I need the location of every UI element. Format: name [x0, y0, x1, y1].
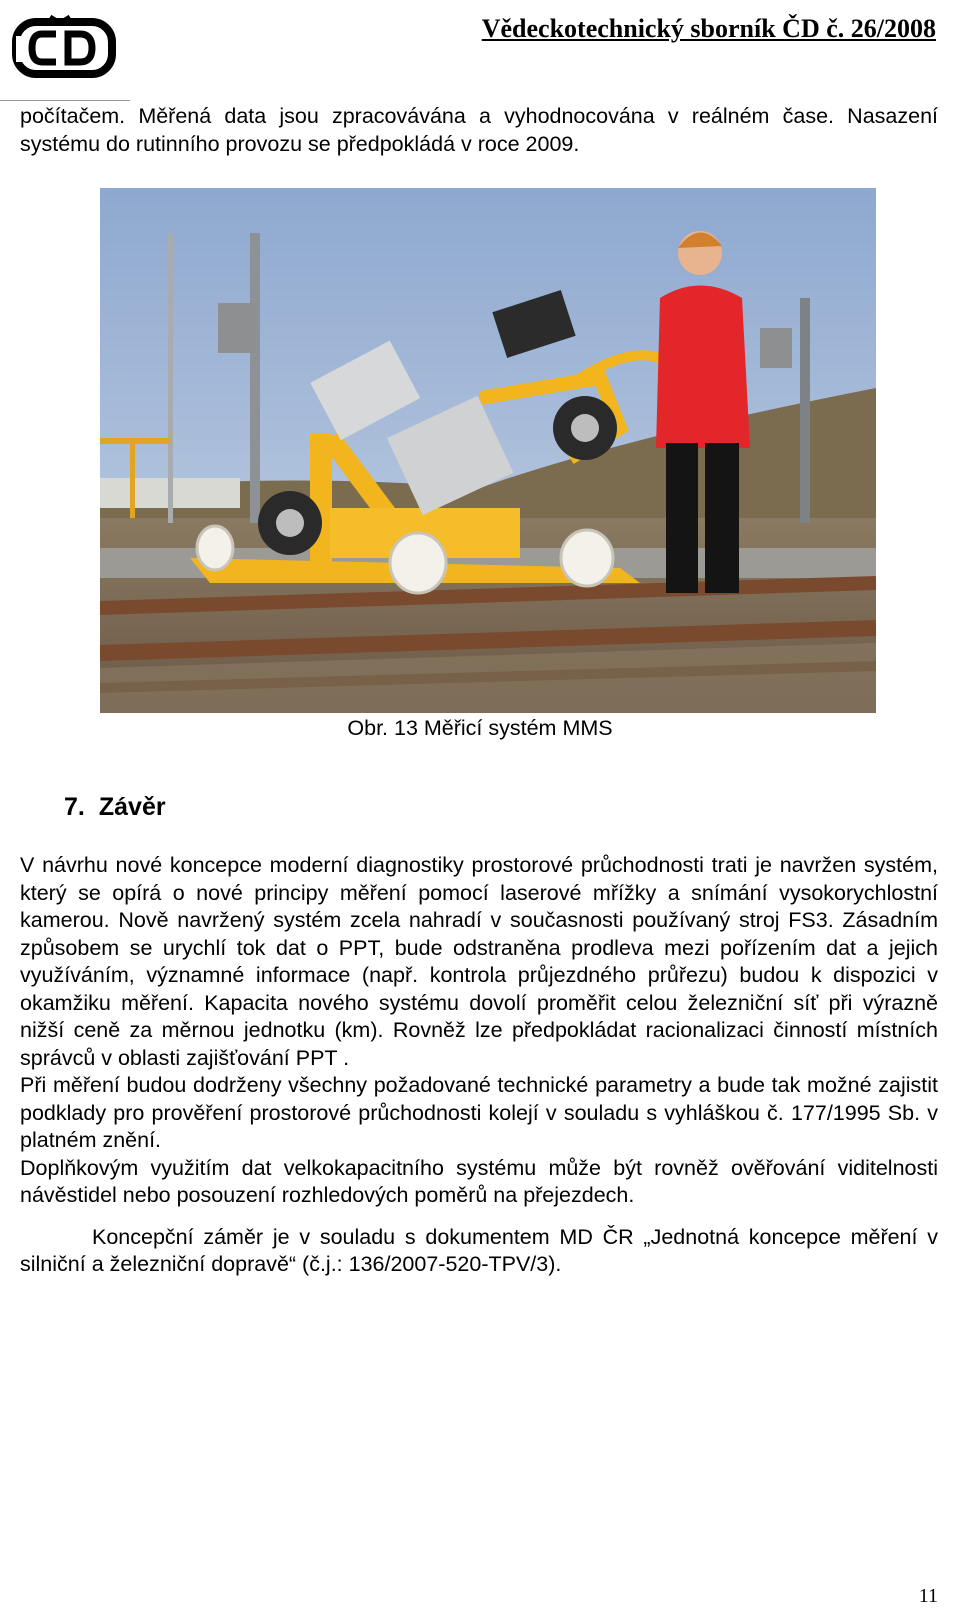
- paragraph: Doplňkovým využitím dat velkokapacitního systému může být rovněž ověřování viditelnosti návěstidel nebo posouzení rozhledových poměrů na přejezdech.: [20, 1155, 938, 1207]
- paragraph: V návrhu nové koncepce moderní diagnostiky prostorové průchodnosti trati je navržen systém, který se opírá o nové principy měření pomocí laserové mřížky a snímání vysokorychlostní kamerou. Nově navržený systém zcela nahradí v současnosti používaný stroj FS3. Zásadním způsobem se urychlí tok dat o PPT, bude odstraněna prodleva mezi pořízením dat a jejich využíváním, významné informace (např. kontrola průjezdného průřezu) budou k dispozici v okamžiku měření. Kapacita nového systému dovolí proměřit celou železniční síť při výrazně nižší ceně za měrnou jednotku (km). Rovněž lze předpokládat racionalizaci činností místních správců v oblasti zajišťování PPT .: [20, 853, 938, 1070]
- section-body: [20, 852, 938, 1279]
- closing-paragraph: Koncepční záměr je v souladu s dokumentem MD ČR „Jednotná koncepce měření v silniční a železniční dopravě“ (č.j.: 136/2007-520-TPV/3).: [20, 1224, 938, 1276]
- page-number: 11: [918, 1585, 938, 1607]
- header-divider: [0, 100, 130, 101]
- intro-paragraph: počítačem. Měřená data jsou zpracovávána a vyhodnocována v reálném čase. Nasazení systému do rutinního provozu se předpokládá v roce 2009.: [20, 104, 938, 156]
- paragraph: Při měření budou dodrženy všechny požadované technické parametry a bude tak možné zajistit podklady pro prověření prostorové průchodnosti kolejí v souladu s vyhláškou č. 177/1995 Sb. v platném znění.: [20, 1073, 938, 1152]
- section-number: 7.: [64, 793, 85, 821]
- section-title: Závěr: [98, 793, 166, 821]
- figure-caption: Obr. 13 Měřicí systém MMS: [347, 716, 613, 740]
- cd-logo: [12, 14, 116, 80]
- journal-title: Vědeckotechnický sborník ČD č. 26/2008: [481, 14, 936, 43]
- section-heading: [64, 793, 166, 822]
- figure-photo-mms: [100, 188, 876, 713]
